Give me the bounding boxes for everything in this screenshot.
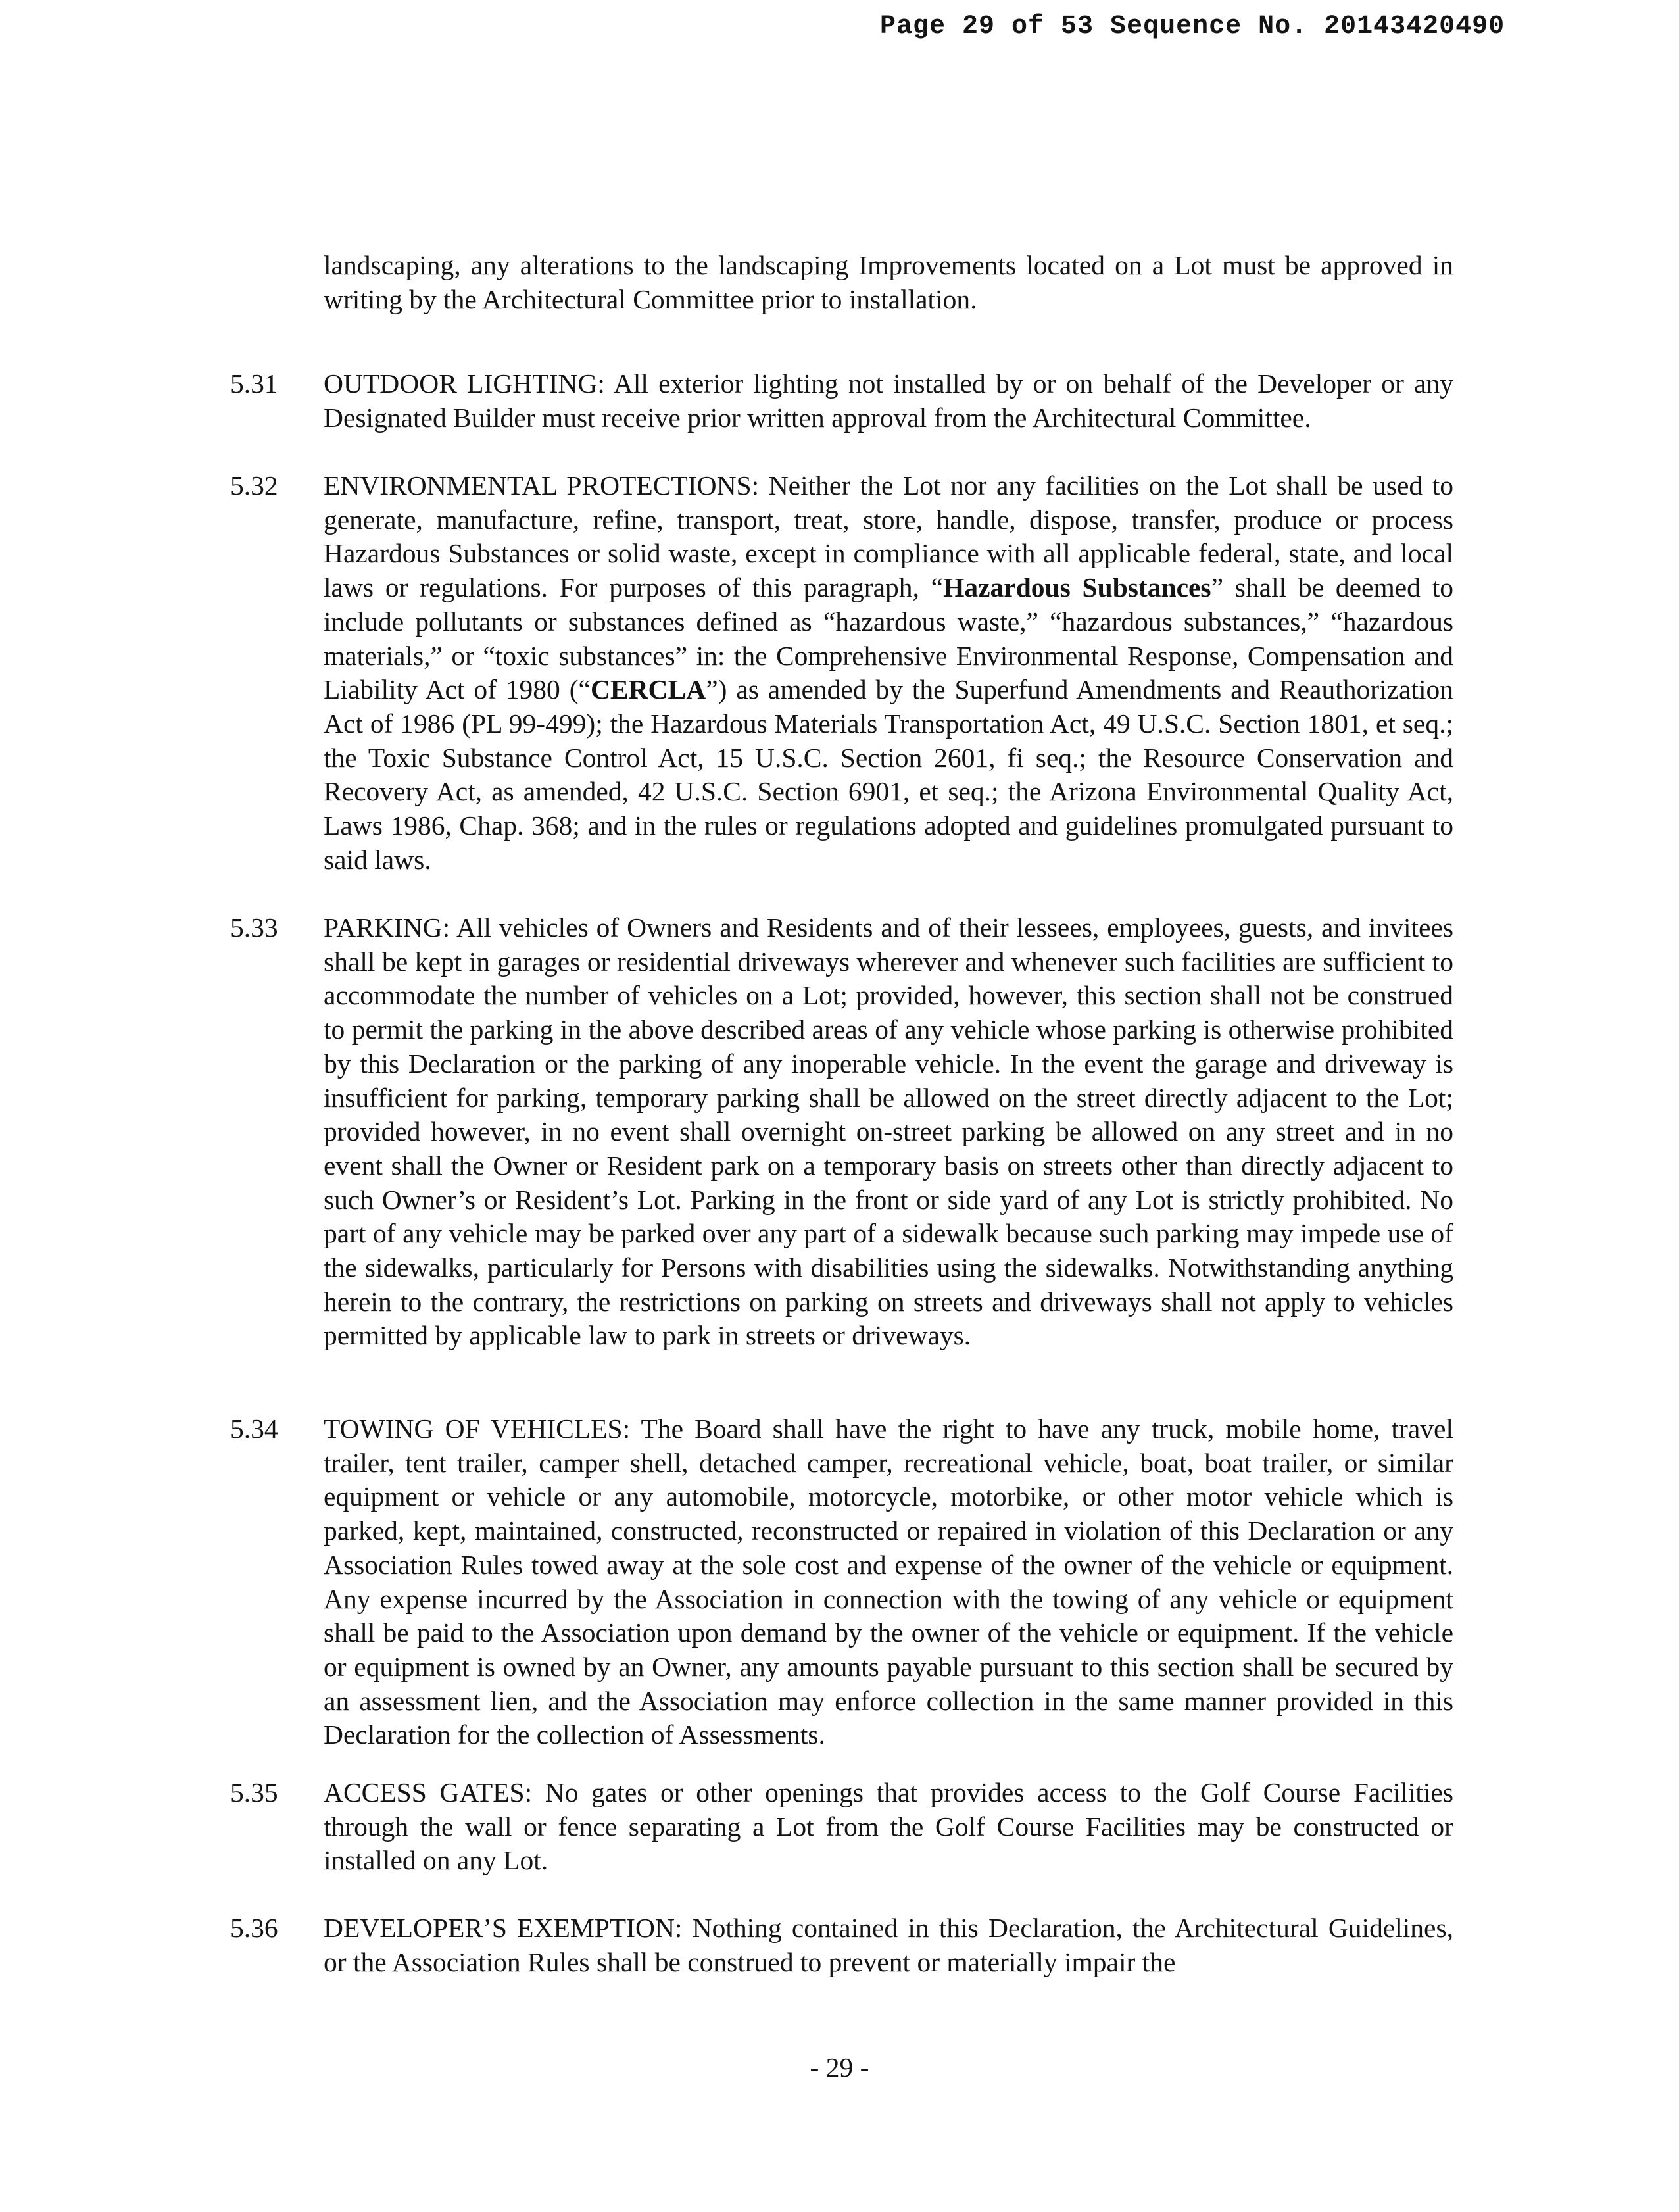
intro-paragraph: landscaping, any alterations to the landscaping Improvements located on a Lot must be approved in writing by the Architectural Committee prior to installation.	[324, 250, 1453, 314]
defined-term-hazardous-substances: Hazardous Substances	[943, 572, 1211, 603]
page-header: Page 29 of 53 Sequence No. 20143420490	[880, 12, 1505, 41]
section-text: PARKING: All vehicles of Owners and Residents and of their lessees, employees, guests, and invitees shall be kept in garages or residential driveways wherever and whenever such facilities are sufficient to accommodate the number of vehicles on a Lot; provided, however, this section shall not be construed to permit the parking in the above described areas of any vehicle whose parking is otherwise prohibited by this Declaration or the parking of any inoperable vehicle. In the event the garage and driveway is insufficient for parking, temporary parking shall be allowed on the street directly adjacent to the Lot; provided however, in no event shall overnight on-street parking be allowed on any street and in no event shall the Owner or Resident park on a temporary basis on streets other than directly adjacent to such Owner’s or Resident’s Lot. Parking in the front or side yard of any Lot is strictly prohibited. No part of any vehicle may be parked over any part of a sidewalk because such parking may impede use of the sidewalks, particularly for Persons with disabilities using the sidewalks. Notwithstanding anything herein to the contrary, the restrictions on parking on streets and driveways shall not apply to vehicles permitted by applicable law to park in streets or driveways.	[324, 912, 1453, 1351]
section-text-part: ”) as amended by the Superfund Amendments and Reauthorization Act of 1986 (PL 99-499); the Hazardous Materials Transportation Act, 49 U.S.C. Section 1801, et seq.; the Toxic Substance Control Act, 15 U.S.C. Section 2601, fi seq.; the Resource Conservation and Recovery Act, as amended, 42 U.S.C. Section 6901, et seq.; the Arizona Environmental Quality Act, Laws 1986, Chap. 368; and in the rules or regulations adopted and guidelines promulgated pursuant to said laws.	[324, 674, 1453, 875]
section-text: OUTDOOR LIGHTING: All exterior lighting not installed by or on behalf of the Developer or any Designated Builder must receive prior written approval from the Architectural Committee.	[324, 368, 1453, 433]
defined-term-cercla: CERCLA	[590, 674, 706, 705]
section-number: 5.36	[230, 1913, 278, 1943]
section-text-part: ” shall be deemed to include pollutants or substances defined as “hazardous waste,” “hazardous substances,” “hazardous materials,” or “toxic substances” in: the Comprehensive Environmental Response, Compensation and Liability Act of 1980 (“	[324, 572, 1453, 705]
section-number: 5.32	[230, 470, 278, 501]
section-number: 5.33	[230, 912, 278, 943]
section-number: 5.34	[230, 1413, 278, 1444]
section-text: ACCESS GATES: No gates or other openings that provides access to the Golf Course Facilities through the wall or fence separating a Lot from the Golf Course Facilities may be constructed or installed on any Lot.	[324, 1777, 1453, 1876]
section-text-part: ENVIRONMENTAL PROTECTIONS: Neither the Lot nor any facilities on the Lot shall be used to generate, manufacture, refine, transport, treat, store, handle, dispose, transfer, produce or process Hazardous Substances or solid waste, except in compliance with all applicable federal, state, and local laws or regulations. For purposes of this paragraph, “	[324, 470, 1453, 603]
section-text	[324, 469, 1453, 877]
section-text: DEVELOPER’S EXEMPTION: Nothing contained in this Declaration, the Architectural Guidelines, or the Association Rules shall be construed to prevent or materially impair the	[324, 1913, 1453, 1977]
section-number: 5.35	[230, 1777, 278, 1807]
page-number: - 29 -	[810, 2052, 869, 2082]
section-number: 5.31	[230, 368, 278, 399]
section-text: TOWING OF VEHICLES: The Board shall have the right to have any truck, mobile home, travel trailer, tent trailer, camper shell, detached camper, recreational vehicle, boat, boat trailer, or similar equipment or vehicle or any automobile, motorcycle, motorbike, or other motor vehicle which is parked, kept, maintained, constructed, reconstructed or repaired in violation of this Declaration or any Association Rules towed away at the sole cost and expense of the owner of the vehicle or equipment. Any expense incurred by the Association in connection with the towing of any vehicle or equipment shall be paid to the Association upon demand by the owner of the vehicle or equipment. If the vehicle or equipment is owned by an Owner, any amounts payable pursuant to this section shall be secured by an assessment lien, and the Association may enforce collection in the same manner provided in this Declaration for the collection of Assessments.	[324, 1413, 1453, 1750]
